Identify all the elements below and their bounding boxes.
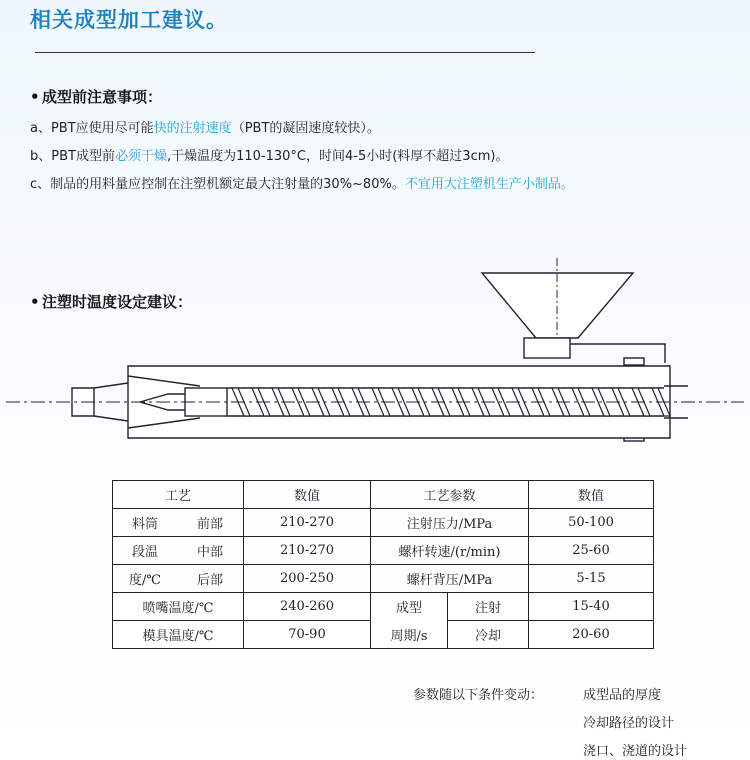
table-row: 度/℃ 后部 200-250 螺杆背压/MPa 5-15 xyxy=(113,565,654,593)
section-heading-temperature: • 注塑时温度设定建议： xyxy=(30,293,193,311)
title-divider xyxy=(35,52,535,53)
table-row: 段温 中部 210-270 螺杆转速/(r/min) 25-60 xyxy=(113,537,654,565)
table-header-row: 工艺 数值 工艺参数 数值 xyxy=(113,481,654,509)
footer-item: 冷却路径的设计 xyxy=(583,716,675,731)
note-b: b、PBT成型前必须干燥,干燥温度为110-130°C，时间4-5小时(料厚不超过3cm)。 xyxy=(30,149,509,164)
footer-item: 成型品的厚度 xyxy=(583,688,662,703)
bullet-icon: • xyxy=(30,88,40,106)
footer-item: 浇口、浇道的设计 xyxy=(583,744,688,759)
highlight-text: 快的注射速度 xyxy=(153,121,232,136)
page-title: 相关成型加工建议。 xyxy=(30,8,228,32)
section-heading-pre-molding: • 成型前注意事项： xyxy=(30,88,163,106)
bullet-icon: • xyxy=(30,293,40,311)
injection-machine-diagram xyxy=(0,258,750,458)
table-row: 模具温度/℃ 70-90 周期/s 冷却 20-60 xyxy=(113,621,654,649)
note-c: c、制品的用料量应控制在注塑机额定最大注射量的30%~80%。不宜用大注塑机生产小制品。 xyxy=(30,177,574,192)
highlight-text: 必须干燥 xyxy=(114,149,167,164)
table-row: 料筒 前部 210-270 注射压力/MPa 50-100 xyxy=(113,509,654,537)
table-row: 喷嘴温度/℃ 240-260 成型 注射 15-40 xyxy=(113,593,654,621)
footer-lead: 参数随以下条件变动： xyxy=(413,688,544,703)
note-a: a、PBT应使用尽可能快的注射速度（PBT的凝固速度较快）。 xyxy=(30,121,380,136)
highlight-text: 不宜用大注塑机生产小制品。 xyxy=(404,177,574,192)
temperature-parameter-table xyxy=(112,480,654,649)
